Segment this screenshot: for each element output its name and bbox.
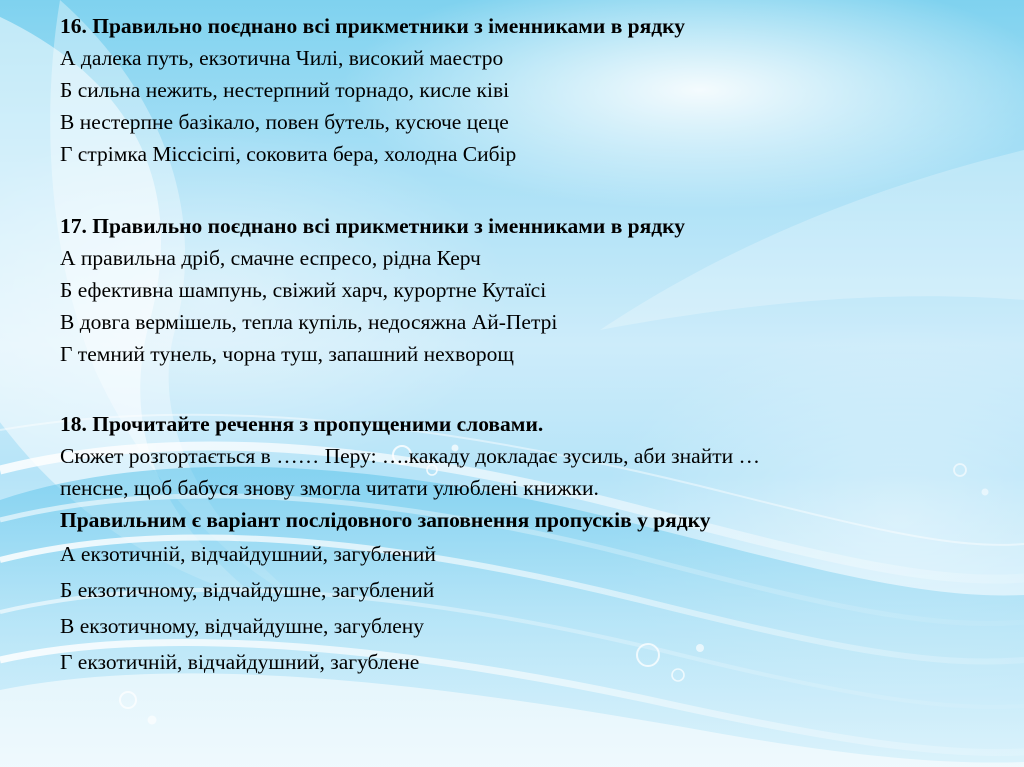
- question-block-16: [60, 10, 984, 170]
- question-18-passage-line-2: пенсне, щоб бабуся знову змогла читати улюблені книжки.: [60, 476, 599, 500]
- question-block-18: [60, 408, 984, 680]
- question-16-option-a: А далека путь, екзотична Чилі, високий маестро: [60, 46, 504, 70]
- question-16-option-v: В нестерпне базікало, повен бутель, кусюче цеце: [60, 110, 509, 134]
- question-18-option-b: Б екзотичному, відчайдушне, загублений: [60, 578, 435, 602]
- question-18-subtitle: Правильним є варіант послідовного заповнення пропусків у рядку: [60, 508, 711, 532]
- spacer-17-18: [60, 370, 984, 408]
- question-17-title: 17. Правильно поєднано всі прикметники з іменниками в рядку: [60, 214, 685, 238]
- question-18-passage-line-1: Сюжет розгортається в …… Перу: ….какаду докладає зусиль, аби знайти …: [60, 444, 760, 468]
- question-16-title: 16. Правильно поєднано всі прикметники з іменниками в рядку: [60, 14, 685, 38]
- question-17-option-b: Б ефективна шампунь, свіжий харч, курортне Кутаїсі: [60, 278, 547, 302]
- question-17-option-g: Г темний тунель, чорна туш, запашний нехворощ: [60, 342, 514, 366]
- question-18-title: 18. Прочитайте речення з пропущеними словами.: [60, 412, 544, 436]
- question-18-option-v: В екзотичному, відчайдушне, загублену: [60, 614, 424, 638]
- spacer-16-17: [60, 170, 984, 210]
- question-17-option-v: В довга вермішель, тепла купіль, недосяжна Ай-Петрі: [60, 310, 558, 334]
- question-16-option-g: Г стрімка Міссісіпі, соковита бера, холодна Сибір: [60, 142, 517, 166]
- question-16-option-b: Б сильна нежить, нестерпний торнадо, кисле ківі: [60, 78, 510, 102]
- question-block-17: [60, 210, 984, 370]
- question-18-option-g: Г екзотичній, відчайдушний, загублене: [60, 650, 420, 674]
- question-18-option-a: А екзотичній, відчайдушний, загублений: [60, 542, 436, 566]
- question-17-option-a: А правильна дріб, смачне еспресо, рідна Керч: [60, 246, 481, 270]
